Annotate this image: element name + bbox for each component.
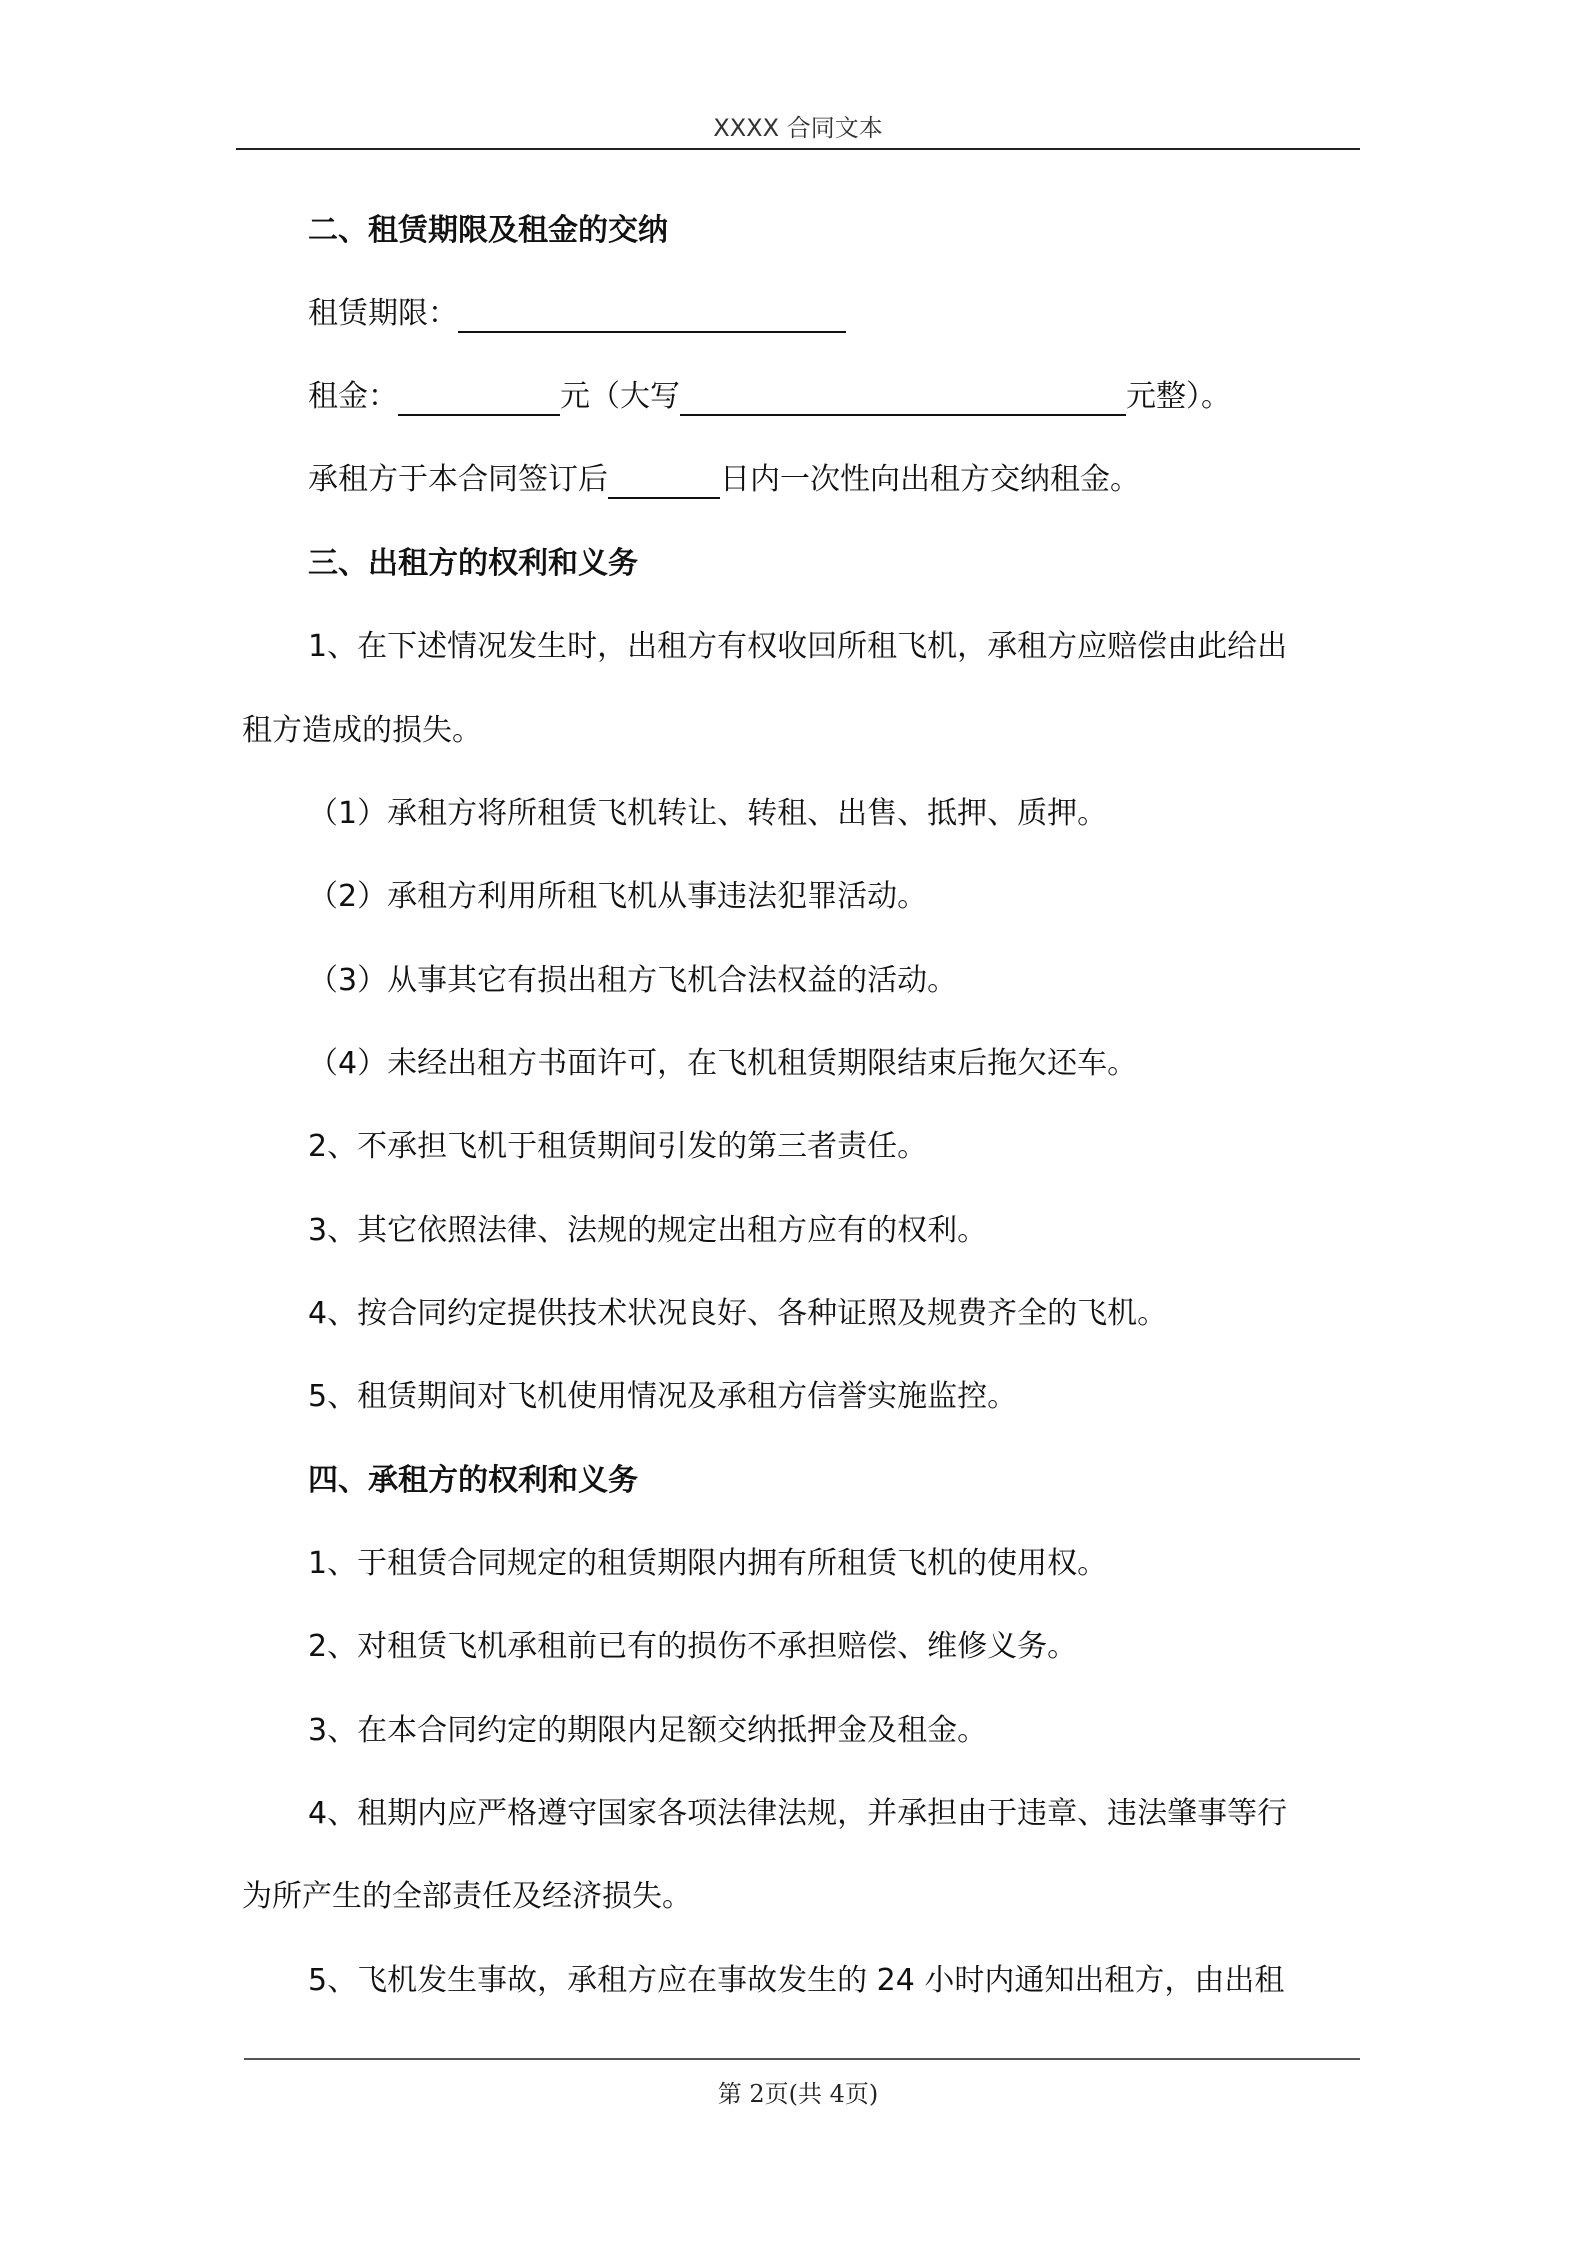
rent-amount-blank bbox=[398, 380, 560, 416]
section-4-item-4: 4、租期内应严格遵守国家各项法律法规，并承担由于违章、违法肇事等行 bbox=[308, 1796, 1288, 1831]
payment-line bbox=[308, 456, 1140, 504]
payment-pre-text: 承租方于本合同签订后 bbox=[308, 462, 608, 497]
lease-term-label: 租赁期限： bbox=[308, 296, 458, 331]
section-3-item-4: 4、按合同约定提供技术状况良好、各种证照及规费齐全的飞机。 bbox=[308, 1296, 1168, 1331]
section-3-item-2: 2、不承担飞机于租赁期间引发的第三者责任。 bbox=[308, 1129, 928, 1164]
rent-line bbox=[308, 373, 1231, 421]
rent-uppercase-blank bbox=[680, 380, 1126, 416]
section-3-heading: 三、出租方的权利和义务 bbox=[308, 546, 638, 581]
section-3-item-1-continued: 租方造成的损失。 bbox=[242, 713, 482, 748]
section-3-sub-item-4: （4）未经出租方书面许可，在飞机租赁期限结束后拖欠还车。 bbox=[308, 1046, 1138, 1081]
payment-post-text: 日内一次性向出租方交纳租金。 bbox=[720, 462, 1140, 497]
rent-end-text: 元整）。 bbox=[1126, 379, 1231, 414]
payment-days-blank bbox=[608, 463, 720, 499]
section-4-item-2: 2、对租赁飞机承租前已有的损伤不承担赔偿、维修义务。 bbox=[308, 1629, 1078, 1664]
lease-term-blank bbox=[458, 297, 846, 333]
section-4-item-5: 5、飞机发生事故，承租方应在事故发生的 24 小时内通知出租方，由出租 bbox=[308, 1963, 1285, 1998]
header-divider bbox=[236, 148, 1360, 150]
page-number: 第 2页(共 4页) bbox=[717, 2080, 879, 2108]
rent-label: 租金： bbox=[308, 379, 398, 414]
footer-divider bbox=[244, 2058, 1360, 2060]
section-2-heading: 二、租赁期限及租金的交纳 bbox=[308, 213, 668, 248]
section-3-item-5: 5、租赁期间对飞机使用情况及承租方信誉实施监控。 bbox=[308, 1379, 1018, 1414]
section-3-sub-item-1: （1）承租方将所租赁飞机转让、转租、出售、抵押、质押。 bbox=[308, 796, 1108, 831]
section-4-item-3: 3、在本合同约定的期限内足额交纳抵押金及租金。 bbox=[308, 1713, 988, 1748]
section-3-sub-item-3: （3）从事其它有损出租方飞机合法权益的活动。 bbox=[308, 963, 958, 998]
rent-unit-text: 元（大写 bbox=[560, 379, 680, 414]
section-3-item-3: 3、其它依照法律、法规的规定出租方应有的权利。 bbox=[308, 1213, 988, 1248]
section-4-heading: 四、承租方的权利和义务 bbox=[308, 1463, 638, 1498]
section-4-item-4-continued: 为所产生的全部责任及经济损失。 bbox=[242, 1879, 692, 1914]
section-4-item-1: 1、于租赁合同规定的租赁期限内拥有所租赁飞机的使用权。 bbox=[308, 1546, 1108, 1581]
section-3-item-1: 1、在下述情况发生时，出租方有权收回所租飞机，承租方应赔偿由此给出 bbox=[308, 629, 1288, 664]
section-3-sub-item-2: （2）承租方利用所租飞机从事违法犯罪活动。 bbox=[308, 879, 928, 914]
header-title: XXXX 合同文本 bbox=[713, 114, 883, 142]
lease-term-line bbox=[308, 290, 846, 338]
